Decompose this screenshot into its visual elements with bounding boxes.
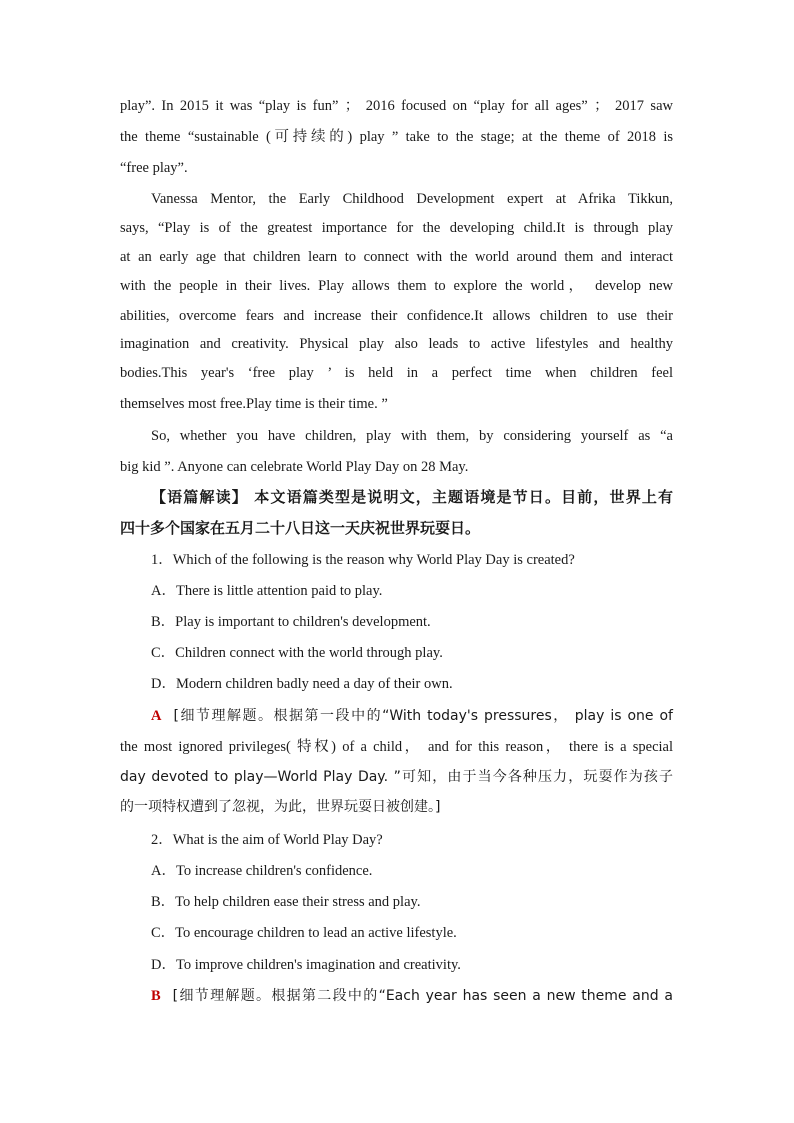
question-1-explanation-line: day devoted to play—World Play Day. ”可知，由于当今各种压力，玩耍作为孩子 <box>120 769 673 785</box>
paragraph-line: themselves most free.Play time is their time. ” <box>120 396 388 412</box>
question-2-option-a: A．To increase children's confidence. <box>151 863 373 879</box>
question-1-explanation-line: the most ignored privileges( 特权) of a child， and for this reason， there is a special <box>120 739 673 755</box>
paragraph-line: abilities, overcome fears and increase their confidence.It allows children to use their <box>120 308 673 324</box>
question-1-option-c: C．Children connect with the world through play. <box>151 645 443 661</box>
question-2-option-d: D．To improve children's imagination and creativity. <box>151 957 461 973</box>
paragraph-line: with the people in their lives. Play allows them to explore the world， develop new <box>120 278 673 294</box>
paragraph-line: play”. In 2015 it was “play is fun” ； 2016 focused on “play for all ages” ； 2017 saw <box>120 98 673 114</box>
paragraph-line: big kid ”. Anyone can celebrate World Play Day on 28 May. <box>120 459 469 475</box>
paragraph-line: “free play”. <box>120 160 188 176</box>
question-2-option-b: B．To help children ease their stress and play. <box>151 894 421 910</box>
question-1-explanation-line: 的一项特权遭到了忽视，为此，世界玩耍日被创建。] <box>120 799 441 815</box>
question-1-option-b: B．Play is important to children's development. <box>151 614 431 630</box>
reading-note-line: 四十多个国家在五月二十八日这一天庆祝世界玩耍日。 <box>120 519 481 537</box>
question-2-explanation-line: B [细节理解题。根据第二段中的“Each year has seen a new theme and a <box>151 988 673 1004</box>
reading-note-line: 【语篇解读】 本文语篇类型是说明文，主题语境是节日。目前，世界上有 <box>151 488 673 506</box>
question-1-explanation-line: A [细节理解题。根据第一段中的“With today's pressures， play is one of <box>151 708 673 724</box>
paragraph-line: the theme “sustainable (可持续的) play ” take to the stage; at the theme of 2018 is <box>120 129 673 145</box>
paragraph-line: Vanessa Mentor, the Early Childhood Development expert at Afrika Tikkun, <box>151 191 673 207</box>
question-2-option-c: C．To encourage children to lead an active lifestyle. <box>151 925 457 941</box>
question-1-option-a: A．There is little attention paid to play. <box>151 583 383 599</box>
paragraph-line: So, whether you have children, play with them, by considering yourself as “a <box>151 428 673 444</box>
question-1-option-d: D．Modern children badly need a day of their own. <box>151 676 453 692</box>
paragraph-line: bodies.This year's ‘free play ’ is held in a perfect time when children feel <box>120 365 673 381</box>
paragraph-line: at an early age that children learn to connect with the world around them and interact <box>120 249 673 265</box>
question-1-answer: A <box>151 708 162 724</box>
question-2-stem: 2．What is the aim of World Play Day? <box>151 832 383 848</box>
question-1-stem: 1．Which of the following is the reason why World Play Day is created? <box>151 552 575 568</box>
paragraph-line: imagination and creativity. Physical play also leads to active lifestyles and healthy <box>120 336 673 352</box>
paragraph-line: says, “Play is of the greatest importance for the developing child.It is through play <box>120 220 673 236</box>
question-2-answer: B <box>151 988 161 1004</box>
